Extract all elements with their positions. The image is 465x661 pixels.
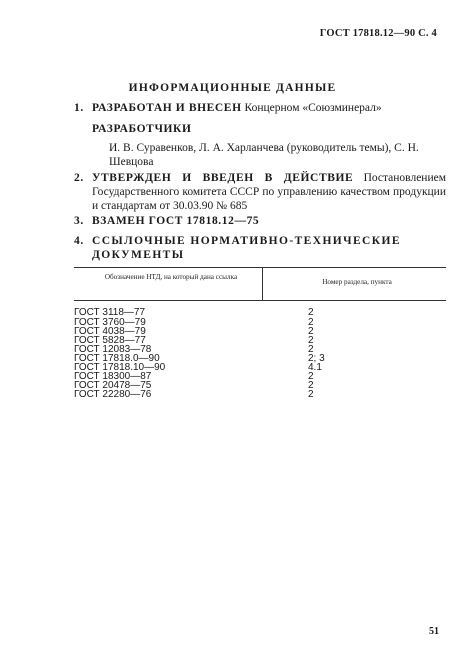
item-4-number: 4. <box>74 235 84 247</box>
table-row: ГОСТ 18300—87 2 <box>74 371 314 382</box>
table-column-divider <box>262 268 263 300</box>
item-1-number: 1. <box>74 102 84 114</box>
table-row: ГОСТ 3760—79 2 <box>74 317 314 328</box>
table-row: ГОСТ 12083—78 2 <box>74 344 314 355</box>
table-row: ГОСТ 20478—75 2 <box>74 380 314 391</box>
item-1 <box>74 101 446 115</box>
table-row: ГОСТ 17818.0—90 2; 3 <box>74 353 325 364</box>
item-4 <box>74 234 446 262</box>
table-header-rule <box>74 300 446 301</box>
table-row: ГОСТ 4038—79 2 <box>74 326 314 337</box>
table-row: ГОСТ 17818.10—90 4.1 <box>74 362 322 373</box>
table-top-rule <box>74 267 446 268</box>
item-4-heading: ССЫЛОЧНЫЕ НОРМАТИВНО-ТЕХНИЧЕСКИЕ ДОКУМЕНТЫ <box>92 235 401 261</box>
item-3 <box>74 214 446 228</box>
table-header-ref: Обозначение НТД, на который дана ссылка <box>104 273 238 281</box>
item-1-text: Концерном «Союзминерал» <box>244 102 382 114</box>
table-header-section: Номер раздела, пункта <box>322 278 392 286</box>
page-number: 51 <box>429 626 439 637</box>
table-row: ГОСТ 22280—76 2 <box>74 389 314 400</box>
developers-heading: РАЗРАБОТЧИКИ <box>92 123 192 135</box>
item-3-number: 3. <box>74 215 84 227</box>
item-1-heading: РАЗРАБОТАН И ВНЕСЕН <box>92 102 242 114</box>
page-header: ГОСТ 17818.12—90 С. 4 <box>319 28 437 39</box>
table-row: ГОСТ 5828—77 2 <box>74 335 314 346</box>
item-3-heading: ВЗАМЕН ГОСТ 17818.12—75 <box>92 215 260 227</box>
item-2 <box>74 171 446 213</box>
table-row: ГОСТ 3118—77 2 <box>74 307 314 318</box>
item-2-text: Постановлением Государственного комитета СССР по управлению качеством продукции и стандартам от 30.03.90 № 685 <box>92 172 446 212</box>
item-2-number: 2. <box>74 172 84 184</box>
item-2-heading: УТВЕРЖДЕН И ВВЕДЕН В ДЕЙСТВИЕ <box>92 172 354 184</box>
section-title: ИНФОРМАЦИОННЫЕ ДАННЫЕ <box>128 82 337 94</box>
developers-text: И. В. Суравенков, Л. А. Харланчева (руководитель темы), С. Н. Шевцова <box>109 142 419 168</box>
